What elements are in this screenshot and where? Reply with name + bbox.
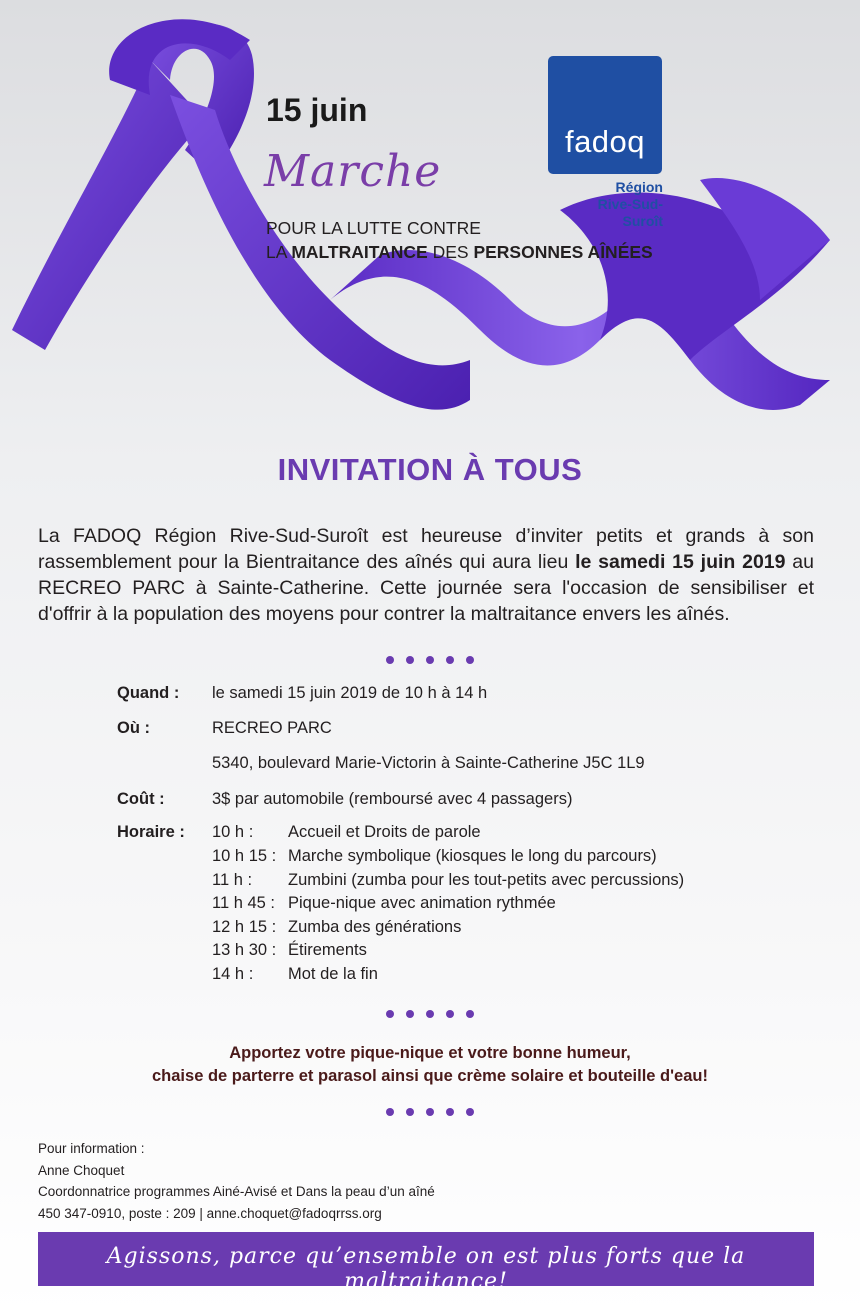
when-value: le samedi 15 juin 2019 de 10 h à 14 h	[212, 684, 488, 702]
dots-divider	[0, 652, 860, 667]
cost-value: 3$ par automobile (remboursé avec 4 passagers)	[212, 790, 573, 808]
subtitle-bold-word: PERSONNES AÎNÉES	[473, 242, 653, 262]
address-value: 5340, boulevard Marie-Victorin à Sainte-Catherine J5C 1L9	[212, 754, 645, 772]
invitation-heading: INVITATION À TOUS	[277, 452, 583, 487]
bring-line1: Apportez votre pique-nique et votre bonne humeur,	[229, 1044, 631, 1062]
schedule-time: 11 h :	[212, 871, 253, 889]
schedule-time: 10 h :	[212, 823, 254, 841]
logo-region	[560, 179, 663, 230]
dots-divider	[0, 1104, 860, 1119]
event-date: 15 juin	[266, 92, 368, 128]
contact-role: Coordonnatrice programmes Ainé-Avisé et Dans la peau d’un aîné	[38, 1184, 435, 1199]
contact-info	[38, 1138, 435, 1224]
dots-divider	[0, 1006, 860, 1021]
region-line2: Rive-Sud-Suroît	[597, 196, 663, 229]
where-label: Où :	[117, 719, 150, 737]
intro-bold-date: le samedi 15 juin 2019	[575, 551, 786, 573]
schedule-activity: Accueil et Droits de parole	[288, 823, 481, 841]
contact-heading: Pour information :	[38, 1141, 145, 1156]
subtitle-bold-word: MALTRAITANCE	[291, 242, 428, 262]
schedule-activity: Zumba des générations	[288, 918, 462, 936]
event-title: Marche	[264, 146, 442, 197]
schedule-time: 13 h 30 :	[212, 941, 277, 959]
schedule-label: Horaire :	[117, 823, 185, 841]
schedule-time: 12 h 15 :	[212, 918, 277, 936]
logo-text: fadoq	[564, 124, 646, 159]
bring-notice	[0, 1042, 860, 1088]
schedule-time: 11 h 45 :	[212, 894, 275, 912]
cost-label: Coût :	[117, 790, 165, 808]
fadoq-logo	[548, 56, 662, 174]
intro-text: au RECREO PARC à Sainte-Catherine. Cette journée sera l'occasion de sensibiliser et d'offrir à la population des moyens pour contrer la maltraitance envers les aînés.	[38, 551, 814, 625]
subtitle-line2	[266, 240, 653, 264]
slogan-banner	[38, 1232, 814, 1294]
schedule-activity: Marche symbolique (kiosques le long du parcours)	[288, 847, 657, 865]
contact-name: Anne Choquet	[38, 1162, 125, 1178]
subtitle-word: LA	[266, 242, 292, 262]
intro-text: La FADOQ Région Rive-Sud-Suroît est heureuse d’inviter petits et grands à son rassemblement pour la Bientraitance des aînés qui aura lieu	[38, 525, 814, 573]
region-line1: Région	[615, 179, 663, 195]
where-value: RECREO PARC	[212, 719, 332, 737]
slogan-text: Agissons, parce qu’ensemble on est plus forts que la maltraitance!	[106, 1244, 746, 1294]
contact-phone-email: 450 347-0910, poste : 209 | anne.choquet@fadoqrrss.org	[38, 1205, 382, 1221]
subtitle-line1: POUR LA LUTTE CONTRE	[266, 218, 481, 238]
schedule-time: 10 h 15 :	[212, 847, 277, 865]
bring-line2: chaise de parterre et parasol ainsi que crème solaire et bouteille d'eau!	[152, 1067, 708, 1085]
schedule-activity: Pique-nique avec animation rythmée	[288, 894, 556, 912]
schedule-activity: Étirements	[288, 941, 367, 959]
intro-paragraph	[38, 523, 814, 627]
schedule-activity: Mot de la fin	[288, 965, 378, 983]
schedule-time: 14 h :	[212, 965, 254, 983]
when-label: Quand :	[117, 684, 180, 702]
schedule-activity: Zumbini (zumba pour les tout-petits avec percussions)	[288, 871, 685, 889]
subtitle-word: DES	[427, 242, 474, 262]
